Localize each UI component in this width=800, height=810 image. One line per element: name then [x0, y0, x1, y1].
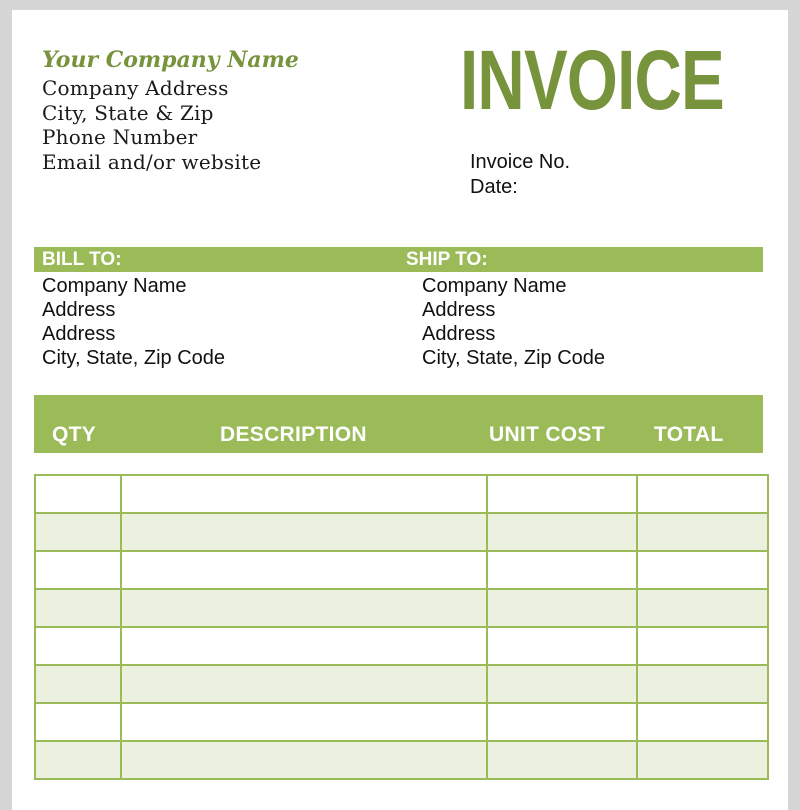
- total-cell[interactable]: [637, 551, 768, 589]
- line-items-body: [35, 475, 768, 779]
- table-row: [35, 665, 768, 703]
- qty-cell[interactable]: [35, 551, 121, 589]
- ship-to-address-2: Address: [422, 323, 496, 345]
- company-city-state-zip: City, State & Zip: [42, 100, 214, 125]
- ship-to-address-1: Address: [422, 299, 496, 321]
- invoice-number-label: Invoice No.: [470, 151, 571, 173]
- invoice-page: [12, 10, 788, 810]
- qty-cell[interactable]: [35, 703, 121, 741]
- table-row: [35, 627, 768, 665]
- items-header-band: [34, 395, 763, 453]
- line-items-table: [34, 474, 769, 780]
- description-header: DESCRIPTION: [220, 423, 367, 446]
- unit-cost-cell[interactable]: [487, 513, 637, 551]
- unit-cost-cell[interactable]: [487, 703, 637, 741]
- description-cell[interactable]: [121, 475, 487, 513]
- total-cell[interactable]: [637, 475, 768, 513]
- bill-to-address: [42, 274, 225, 370]
- total-cell[interactable]: [637, 665, 768, 703]
- unit-cost-cell[interactable]: [487, 589, 637, 627]
- invoice-date-label: Date:: [470, 175, 518, 198]
- qty-header: QTY: [52, 423, 97, 446]
- ship-to-city-state-zip: City, State, Zip Code: [422, 347, 606, 369]
- description-cell[interactable]: [121, 627, 487, 665]
- invoice-title: INVOICE: [460, 33, 724, 127]
- bill-to-label: BILL TO:: [42, 249, 122, 270]
- company-name: Your Company Name: [42, 47, 299, 73]
- table-row: [35, 741, 768, 779]
- description-cell[interactable]: [121, 665, 487, 703]
- total-cell[interactable]: [637, 703, 768, 741]
- total-cell[interactable]: [637, 741, 768, 779]
- table-row: [35, 475, 768, 513]
- ship-to-company-name: Company Name: [422, 275, 567, 297]
- company-email-website: Email and/or website: [42, 149, 262, 174]
- table-row: [35, 551, 768, 589]
- bill-to-address-1: Address: [42, 299, 116, 321]
- table-row: [35, 513, 768, 551]
- qty-cell[interactable]: [35, 589, 121, 627]
- unit-cost-cell[interactable]: [487, 475, 637, 513]
- total-cell[interactable]: [637, 513, 768, 551]
- unit-cost-header: UNIT COST: [489, 423, 605, 446]
- unit-cost-cell[interactable]: [487, 665, 637, 703]
- qty-cell[interactable]: [35, 513, 121, 551]
- company-address: Company Address: [42, 76, 229, 100]
- qty-cell[interactable]: [35, 627, 121, 665]
- description-cell[interactable]: [121, 741, 487, 779]
- qty-cell[interactable]: [35, 475, 121, 513]
- bill-to-address-2: Address: [42, 323, 116, 345]
- total-cell[interactable]: [637, 627, 768, 665]
- description-cell[interactable]: [121, 703, 487, 741]
- company-phone: Phone Number: [42, 125, 198, 149]
- total-cell[interactable]: [637, 589, 768, 627]
- company-info: [42, 46, 299, 174]
- unit-cost-cell[interactable]: [487, 551, 637, 589]
- qty-cell[interactable]: [35, 741, 121, 779]
- unit-cost-cell[interactable]: [487, 741, 637, 779]
- description-cell[interactable]: [121, 551, 487, 589]
- address-header-band: [34, 247, 763, 272]
- table-row: [35, 703, 768, 741]
- qty-cell[interactable]: [35, 665, 121, 703]
- bill-to-city-state-zip: City, State, Zip Code: [42, 347, 226, 369]
- invoice-meta: [470, 150, 570, 199]
- ship-to-address: [422, 274, 605, 370]
- table-row: [35, 589, 768, 627]
- bill-to-company-name: Company Name: [42, 275, 187, 297]
- unit-cost-cell[interactable]: [487, 627, 637, 665]
- total-header: TOTAL: [654, 423, 724, 446]
- ship-to-label: SHIP TO:: [406, 249, 488, 270]
- description-cell[interactable]: [121, 589, 487, 627]
- description-cell[interactable]: [121, 513, 487, 551]
